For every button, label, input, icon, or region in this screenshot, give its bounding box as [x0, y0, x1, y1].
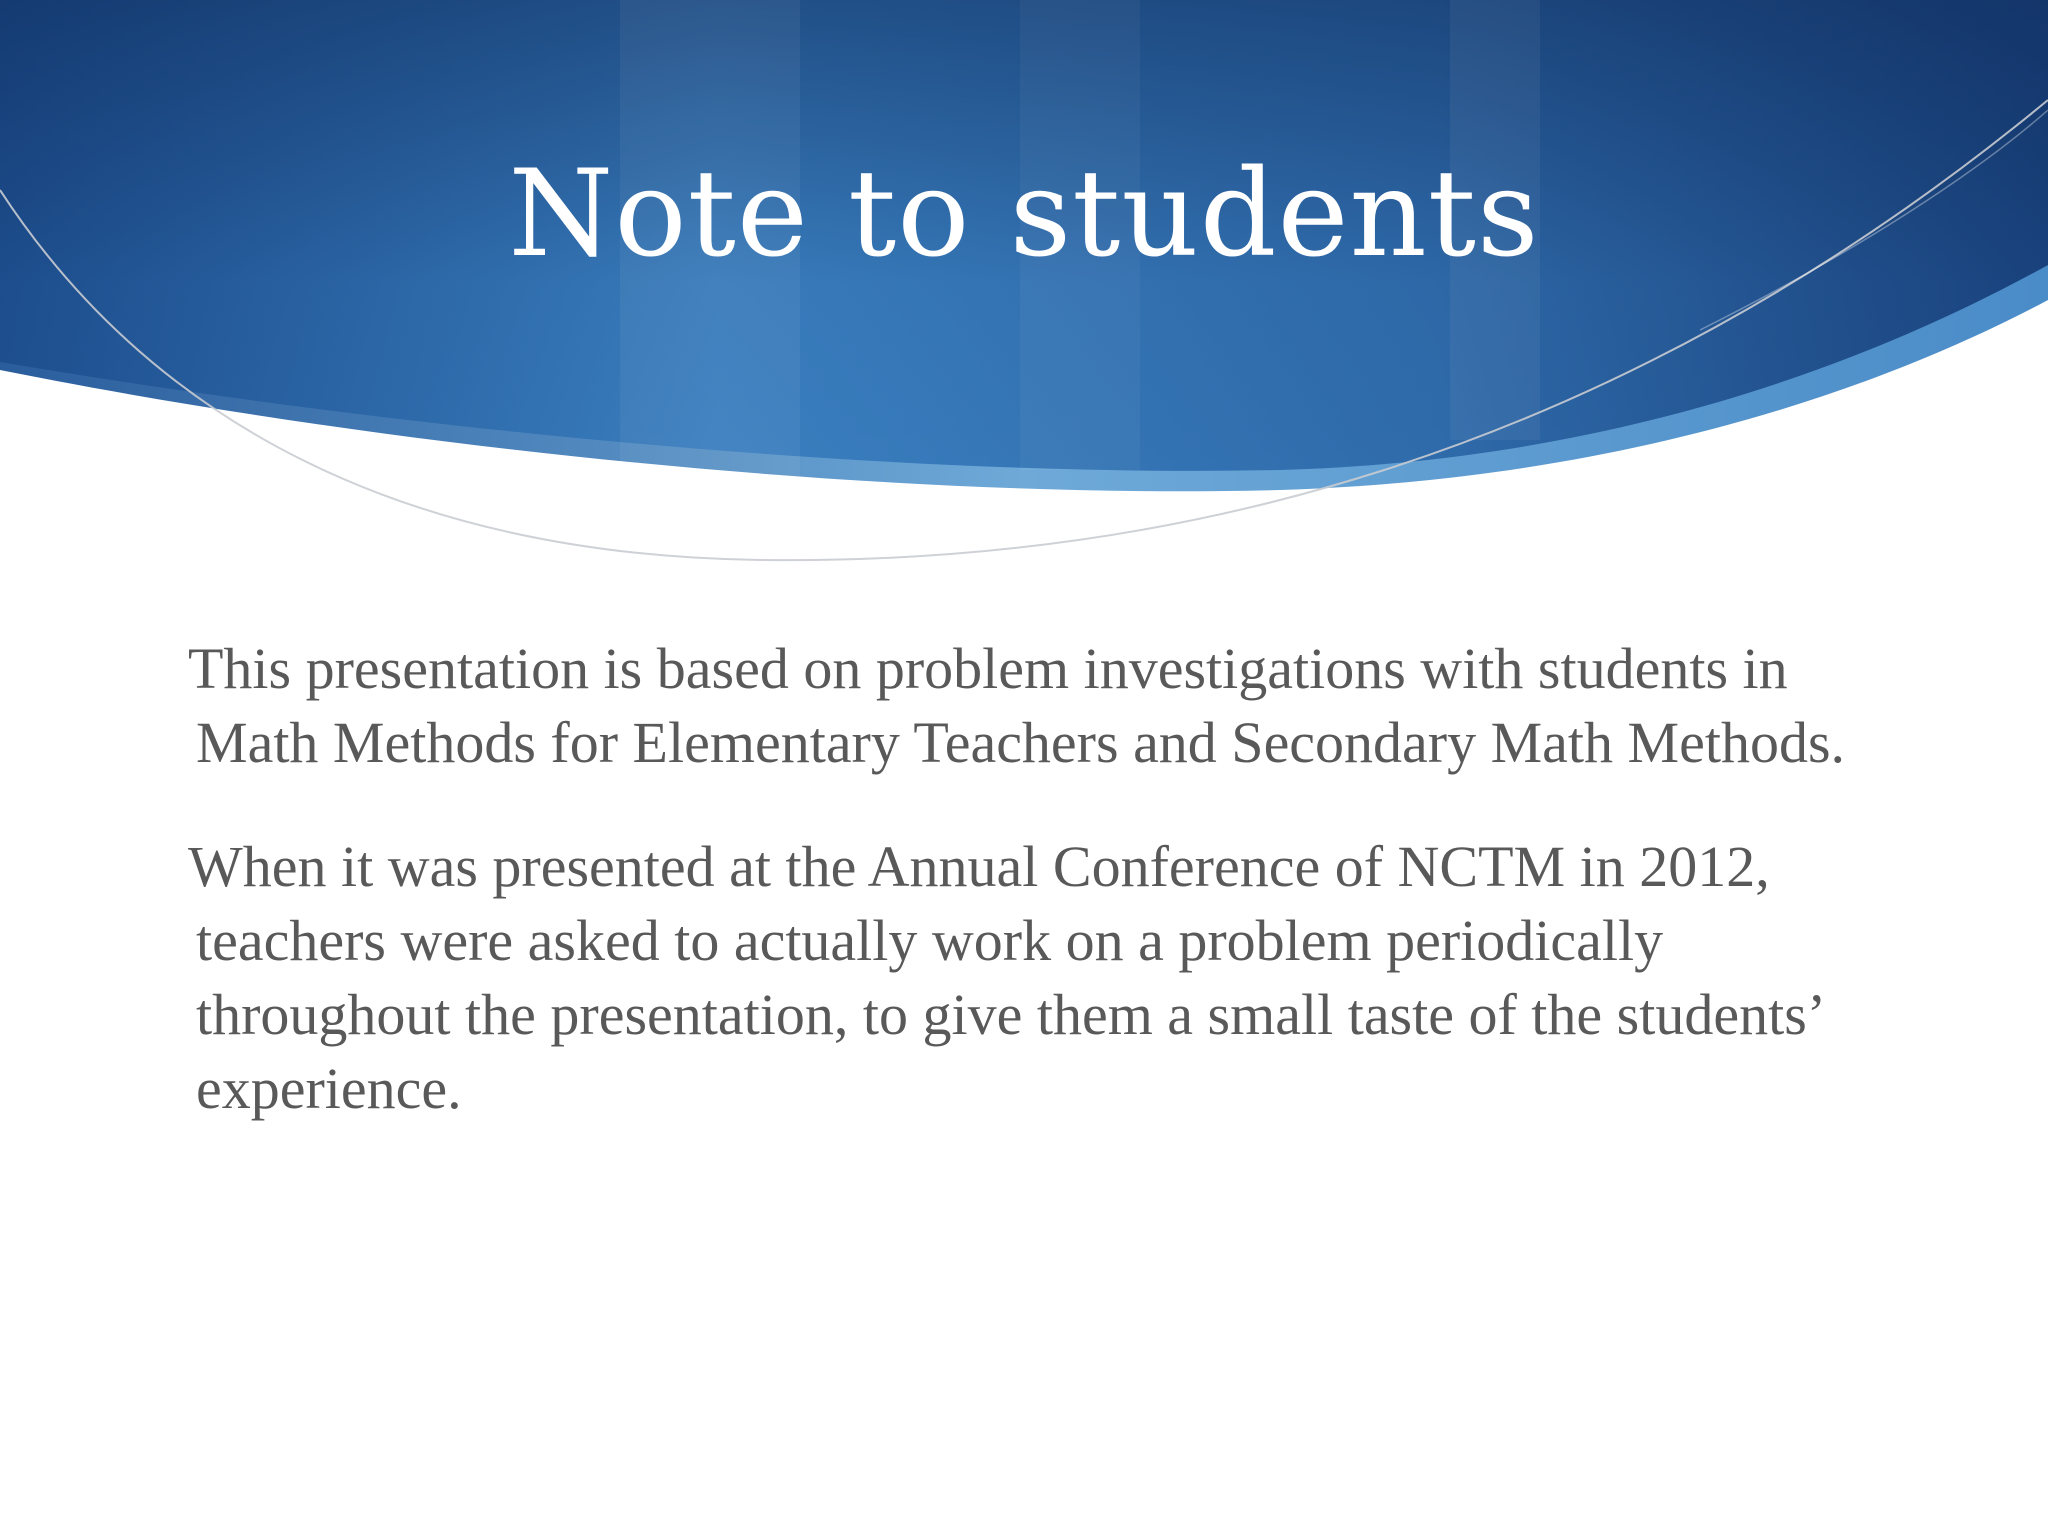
header-wave-background [0, 0, 2048, 620]
body-paragraph: When it was presented at the Annual Conference of NCTM in 2012, teachers were asked to actually work on a problem periodically throughout the presentation, to give them a small taste of the students’ experience. [188, 834, 1822, 1121]
slide-body [188, 632, 1888, 1176]
slide-title: Note to students [508, 145, 1540, 284]
body-paragraph: This presentation is based on problem investigations with students in Math Methods for Elementary Teachers and Secondary Math Methods. [188, 636, 1846, 775]
